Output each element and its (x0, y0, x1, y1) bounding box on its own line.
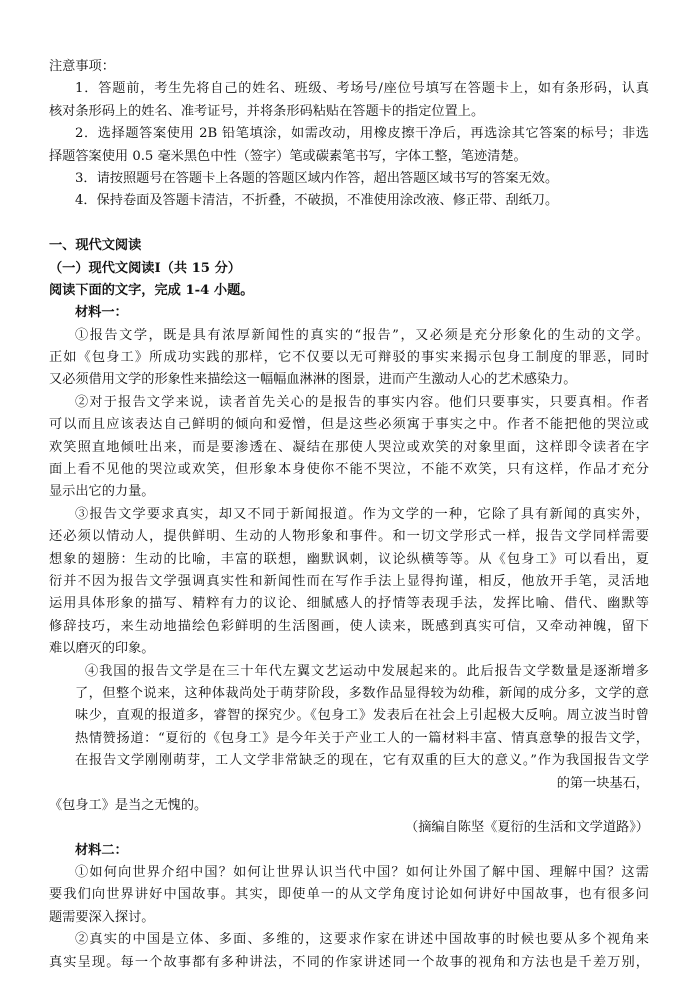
paragraph-line: ②真实的中国是立体、多面、多维的，这要求作家在讲述中国故事的时候也要从多个视角来 (75, 932, 649, 948)
paragraph-line: 题需要深入探讨。 (49, 909, 155, 925)
paragraph-line: ①报告文学，既是具有浓厚新闻性的真实的“报告”，又必须是充分形象化的生动的文学。 (75, 327, 649, 343)
paragraph-line: 了，但整个说来，这种体裁尚处于萌芽阶段，多数作品显得较为幼稚，新闻的成分多，文学的意 (75, 685, 649, 701)
paragraph-line: 正如《包身工》所成功实践的那样，它不仅要以无可辩驳的事实来揭示包身工制度的罪恶，同时 (49, 350, 649, 366)
exam-page (49, 56, 649, 974)
paragraph-line: 要我们向世界讲好中国故事。其实，即使单一的从文学角度讨论如何讲好中国故事，也有很多问 (49, 887, 649, 903)
paragraph-line: 欢笑照直地倾吐出来，而是要渗透在、凝结在那使人哭泣或欢笑的对象里面，这样即令读者在字 (49, 439, 649, 455)
paragraph-line: ①如何向世界介绍中国？如何让世界认识当代中国？如何让外国了解中国、理解中国？这需 (75, 865, 649, 881)
material-1-label: 材料一： (75, 305, 128, 321)
section-subtitle: （一）现代文阅读Ⅰ（共 15 分） (49, 260, 241, 276)
notice-line: 2．选择题答案使用 2B 铅笔填涂，如需改动，用橡皮擦干净后，再选涂其它答案的标号；非选 (75, 126, 649, 142)
paragraph-line: 运用具体形象的描写、精粹有力的议论、细腻感人的抒情等表现手法，发挥比喻、借代、幽默等 (49, 596, 649, 612)
notice-line: 4．保持卷面及答题卡清洁，不折叠，不破损，不准使用涂改液、修正带、刮纸刀。 (75, 193, 559, 209)
paragraph-line: 《包身工》是当之无愧的。 (49, 797, 208, 813)
notice-line: 1．答题前，考生先将自己的姓名、班级、考场号/座位号填写在答题卡上，如有条形码，认真 (75, 81, 649, 97)
notice-line: 3．请按照题号在答题卡上各题的答题区域内作答，超出答题区域书写的答案无效。 (75, 170, 559, 186)
paragraph-line: 还必须以情动人，提供鲜明、生动的人物形象和事件。和一切文学形式一样，报告文学同样需要 (49, 529, 649, 545)
paragraph-line: ④我国的报告文学是在三十年代左翼文艺运动中发展起来的。此后报告文学数量是逐渐增多 (85, 663, 649, 679)
paragraph-line: 真实呈现。每一个故事都有多种讲法，不同的作家讲述同一个故事的视角和方法也是千差万别， (49, 954, 649, 970)
material-1-source: （摘编自陈坚《夏衍的生活和文学道路》） (405, 820, 649, 836)
paragraph-line: 在报告文学刚刚萌芽，工人文学非常缺乏的现在，它有双重的巨大的意义。”作为我国报告文学 (75, 753, 649, 769)
paragraph-line: ③报告文学要求真实，却又不同于新闻报道。作为文学的一种，它除了具有新闻的真实外， (75, 506, 649, 522)
notice-title: 注意事项： (49, 59, 115, 74)
paragraph-line: 修辞技巧，来生动地描绘色彩鲜明的生活图画，使人读来，既感到真实可信，又牵动神魄，留下 (49, 618, 649, 634)
paragraph-line: 热情赞扬道：“夏衍的《包身工》是今年关于产业工人的一篇材料丰富、情真意挚的报告文学， (75, 730, 649, 746)
paragraph-line: 面上看不见他的哭泣或欢笑，但形象本身使你不能不哭泣，不能不欢笑，只有这样，作品才充分 (49, 462, 649, 478)
paragraph-line: 的第一块基石， (556, 775, 649, 791)
paragraph-line: 难以磨灭的印象。 (49, 641, 155, 657)
paragraph-line: 可以而且应该表达自己鲜明的倾向和爱憎，但是这些必须寓于事实之中。作者不能把他的哭泣或 (49, 417, 649, 433)
notice-line: 核对条形码上的姓名、准考证号，并将条形码粘贴在答题卡的指定位置上。 (49, 103, 485, 119)
paragraph-line: 味少，直观的报道多，睿智的探究少。《包身工》发表后在社会上引起极大反响。周立波当时曾 (75, 708, 649, 724)
section-instruction: 阅读下面的文字，完成 1-4 小题。 (49, 282, 254, 298)
paragraph-line: 想象的翅膀：生动的比喻，丰富的联想，幽默讽刺，议论纵横等等。从《包身工》可以看出，夏 (49, 551, 649, 567)
paragraph-line: 又必须借用文学的形象性来描绘这一幅幅血淋淋的图景，进而产生激动人心的艺术感染力。 (49, 372, 577, 388)
section-title: 一、现代文阅读 (49, 238, 142, 254)
notice-line: 择题答案使用 0.5 毫米黑色中性（签字）笔或碳素笔书写，字体工整，笔迹清楚。 (49, 148, 527, 164)
material-2-label: 材料二： (75, 842, 128, 858)
paragraph-line: ②对于报告文学来说，读者首先关心的是报告的事实内容。他们只要事实，只要真相。作者 (75, 394, 649, 410)
paragraph-line: 衍并不因为报告文学强调真实性和新闻性而在写作手法上显得拘谨，相反，他放开手笔，灵活地 (49, 573, 649, 589)
paragraph-line: 显示出它的力量。 (49, 484, 155, 500)
